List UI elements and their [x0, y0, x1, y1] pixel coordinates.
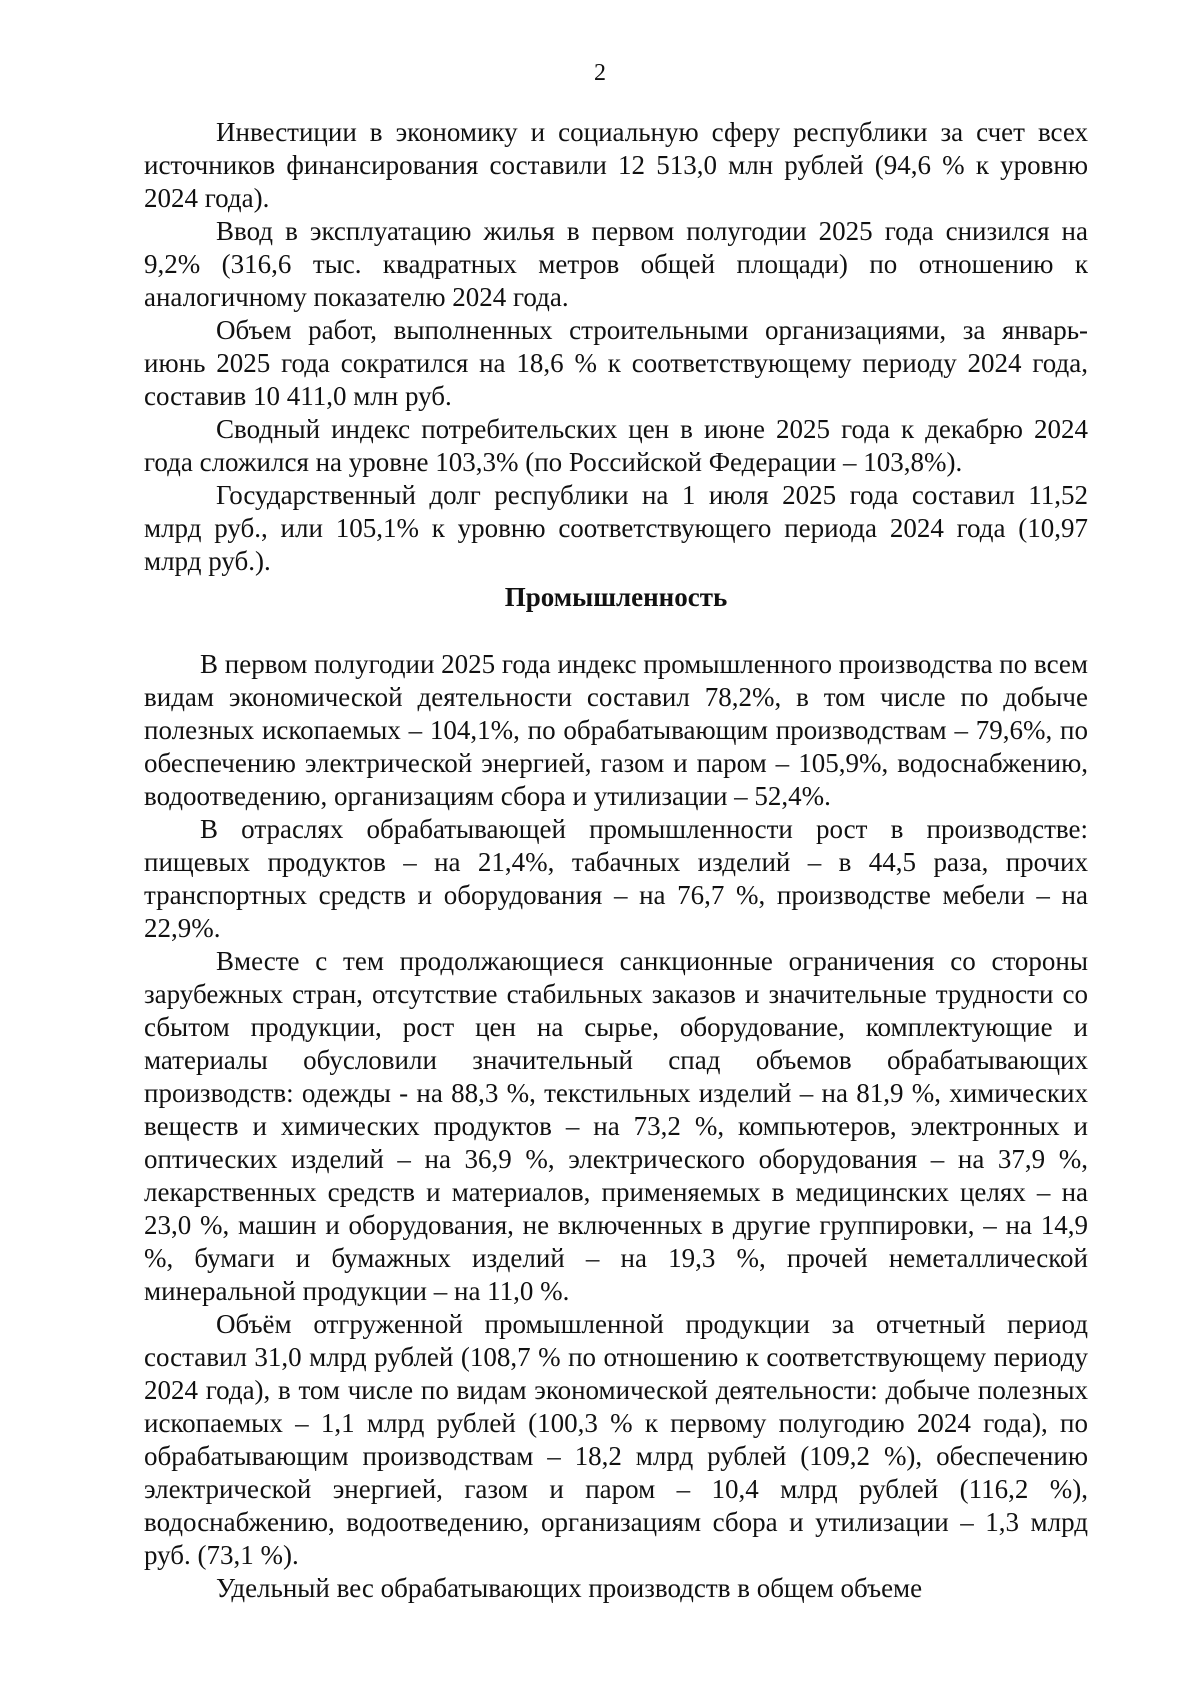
paragraph-construction: Объем работ, выполненных строительными организациями, за январь-июнь 2025 года сократился на 18,6 % к соответствующему периоду 2024 года, составив 10 411,0 млн руб.: [144, 315, 1088, 411]
document-body: [144, 116, 1088, 1605]
paragraph-shipped-output: Объём отгруженной промышленной продукции за отчетный период составил 31,0 млрд рублей (108,7 % по отношению к соответствующему периоду 2024 года), в том числе по видам экономической деятельности: добыче полезных ископаемых – 1,1 млрд рублей (100,3 % к первому полугодию 2024 года), по обрабатывающим производствам – 18,2 млрд рублей (109,2 %), обеспечению электрической энергией, газом и паром – 10,4 млрд рублей (116,2 %), водоснабжению, водоотведению, организациям сбора и утилизации – 1,3 млрд руб. (73,1 %).: [144, 1309, 1088, 1570]
section-heading-industry: Промышленность: [504, 582, 728, 612]
paragraph-manufacturing-decline: Вместе с тем продолжающиеся санкционные ограничения со стороны зарубежных стран, отсутствие стабильных заказов и значительные трудности со сбытом продукции, рост цен на сырье, оборудование, комплектующие и материалы обусловили значительный спад объемов обрабатывающих производств: одежды - на 88,3 %, текстильных изделий – на 81,9 %, химических веществ и химических продуктов – на 73,2 %, компьютеров, электронных и оптических изделий – на 36,9 %, электрического оборудования – на 37,9 %, лекарственных средств и материалов, применяемых в медицинских целях – на 23,0 %, машин и оборудования, не включенных в другие группировки, – на 14,9 %, бумаги и бумажных изделий – на 19,3 %, прочей неметаллической минеральной продукции – на 11,0 %.: [144, 946, 1088, 1306]
paragraph-public-debt: Государственный долг республики на 1 июля 2025 года составил 11,52 млрд руб., или 105,1% к уровню соответствующего периода 2024 года (10,97 млрд руб.).: [144, 480, 1088, 576]
paragraph-investments: Инвестиции в экономику и социальную сферу республики за счет всех источников финансирования составили 12 513,0 млн рублей (94,6 % к уровню 2024 года).: [144, 117, 1088, 213]
paragraph-housing: Ввод в эксплуатацию жилья в первом полугодии 2025 года снизился на 9,2% (316,6 тыс. квадратных метров общей площади) по отношению к аналогичному показателю 2024 года.: [144, 216, 1088, 312]
paragraph-price-index: Сводный индекс потребительских цен в июне 2025 года к декабрю 2024 года сложился на уровне 103,3% (по Российской Федерации – 103,8%).: [144, 414, 1088, 477]
page-number: 2: [594, 60, 606, 86]
paragraph-manufacturing-growth: В отраслях обрабатывающей промышленности рост в производстве: пищевых продуктов – на 21,4%, табачных изделий – в 44,5 раза, прочих транспортных средств и оборудования – на 76,7 %, производстве мебели – на 22,9%.: [144, 814, 1088, 943]
paragraph-manufacturing-share: Удельный вес обрабатывающих производств в общем объеме: [216, 1573, 923, 1603]
paragraph-industrial-index: В первом полугодии 2025 года индекс промышленного производства по всем видам экономической деятельности составил 78,2%, в том числе по добыче полезных ископаемых – 104,1%, по обрабатывающим производствам – 79,6%, по обеспечению электрической энергией, газом и паром – 105,9%, водоснабжению, водоотведению, организациям сбора и утилизации – 52,4%.: [144, 649, 1088, 811]
